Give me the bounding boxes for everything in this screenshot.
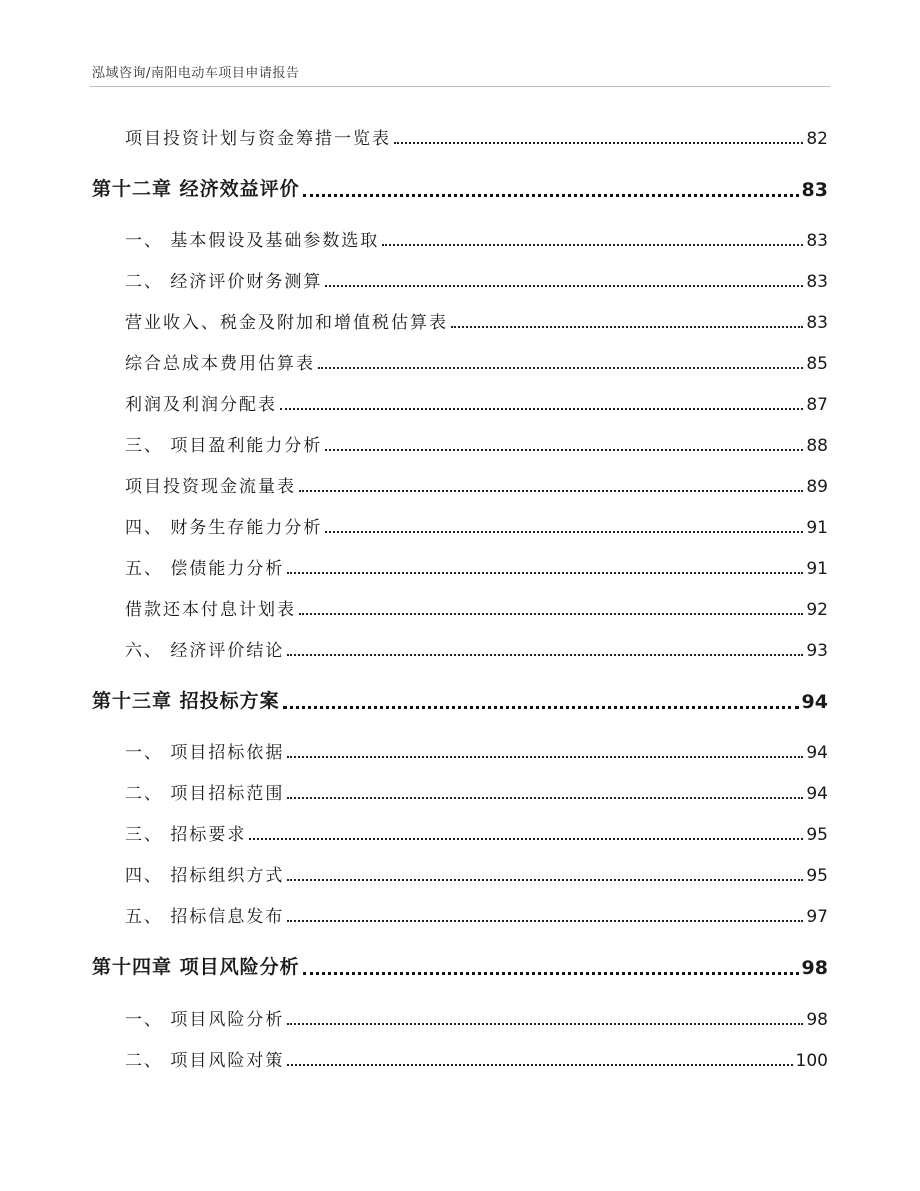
toc-entry-title: 三、 项目盈利能力分析 [125,436,323,456]
toc-entry-title: 二、 项目招标范围 [125,784,285,804]
toc-page-number: 83 [801,179,828,201]
toc-entry-title: 四、 财务生存能力分析 [125,518,323,538]
dot-leader [287,1023,803,1025]
dot-leader [299,613,803,615]
dot-leader [287,756,803,758]
toc-section-entry[interactable] [125,861,828,886]
toc-entry-title: 营业收入、税金及附加和增值税估算表 [125,313,448,333]
dot-leader [249,838,803,840]
dot-leader [394,142,803,144]
dot-leader [325,285,803,287]
toc-entry-title: 二、 项目风险对策 [125,1051,285,1071]
toc-page-number: 82 [806,129,828,149]
toc-entry-title: 项目投资计划与资金筹措一览表 [125,129,391,149]
dot-leader [287,572,803,574]
toc-entry-title: 六、 经济评价结论 [125,641,285,661]
toc-section-entry[interactable] [125,267,828,292]
toc-section-entry[interactable] [125,226,828,251]
dot-leader [299,490,803,492]
toc-entry-title: 第十三章 招投标方案 [92,690,280,712]
toc-section-entry[interactable] [125,431,828,456]
dot-leader [303,194,799,197]
dot-leader [287,1064,792,1066]
dot-leader [287,879,803,881]
toc-entry-title: 二、 经济评价财务测算 [125,272,323,292]
toc-chapter-entry[interactable] [92,686,828,713]
toc-section-entry[interactable] [125,472,828,497]
toc-entry-title: 三、 招标要求 [125,825,247,845]
toc-section-entry[interactable] [125,308,828,333]
toc-chapter-entry[interactable] [92,174,828,201]
toc-page-number: 94 [806,784,828,804]
toc-section-entry[interactable] [125,513,828,538]
toc-section-entry[interactable] [125,390,828,415]
dot-leader [287,797,803,799]
toc-page-number: 97 [806,907,828,927]
toc-entry-title: 一、 项目招标依据 [125,743,285,763]
toc-entry-title: 项目投资现金流量表 [125,477,296,497]
toc-section-entry[interactable] [125,820,828,845]
toc-entry-title: 一、 项目风险分析 [125,1010,285,1030]
dot-leader [318,367,803,369]
toc-page-number: 83 [806,313,828,333]
toc-entry-title: 五、 偿债能力分析 [125,559,285,579]
toc-page-number: 91 [806,559,828,579]
dot-leader [280,408,803,410]
header-divider [90,86,830,87]
toc-entry-title: 五、 招标信息发布 [125,907,285,927]
toc-section-entry[interactable] [125,554,828,579]
toc-entry-title: 综合总成本费用估算表 [125,354,315,374]
toc-page-number: 88 [806,436,828,456]
toc-page-number: 87 [806,395,828,415]
toc-page-number: 98 [806,1010,828,1030]
toc-section-entry[interactable] [125,1005,828,1030]
toc-page-number: 92 [806,600,828,620]
toc-page-number: 94 [806,743,828,763]
dot-leader [303,972,799,975]
toc-page-number: 91 [806,518,828,538]
dot-leader [382,244,803,246]
toc-section-entry[interactable] [125,349,828,374]
toc-page-number: 100 [795,1051,828,1071]
dot-leader [325,449,803,451]
toc-page-number: 93 [806,641,828,661]
toc-section-entry[interactable] [125,124,828,149]
toc-section-entry[interactable] [125,902,828,927]
toc-entry-title: 利润及利润分配表 [125,395,277,415]
dot-leader [287,654,803,656]
toc-chapter-entry[interactable] [92,952,828,979]
toc-entry-title: 第十四章 项目风险分析 [92,956,300,978]
toc-page-number: 98 [801,957,828,979]
dot-leader [283,706,799,709]
dot-leader [451,326,803,328]
toc-section-entry[interactable] [125,636,828,661]
running-header: 泓域咨询/南阳电动车项目申请报告 [92,66,300,81]
toc-entry-title: 借款还本付息计划表 [125,600,296,620]
dot-leader [287,920,803,922]
toc-section-entry[interactable] [125,738,828,763]
toc-page-number: 83 [806,272,828,292]
toc-page-number: 95 [806,866,828,886]
toc-entry-title: 一、 基本假设及基础参数选取 [125,231,380,251]
toc-section-entry[interactable] [125,1046,828,1071]
toc-section-entry[interactable] [125,779,828,804]
toc-section-entry[interactable] [125,595,828,620]
toc-page-number: 89 [806,477,828,497]
toc-page-number: 83 [806,231,828,251]
toc-page-number: 94 [801,691,828,713]
dot-leader [325,531,803,533]
toc-entry-title: 四、 招标组织方式 [125,866,285,886]
toc-page-number: 85 [806,354,828,374]
toc-entry-title: 第十二章 经济效益评价 [92,178,300,200]
toc-page-number: 95 [806,825,828,845]
